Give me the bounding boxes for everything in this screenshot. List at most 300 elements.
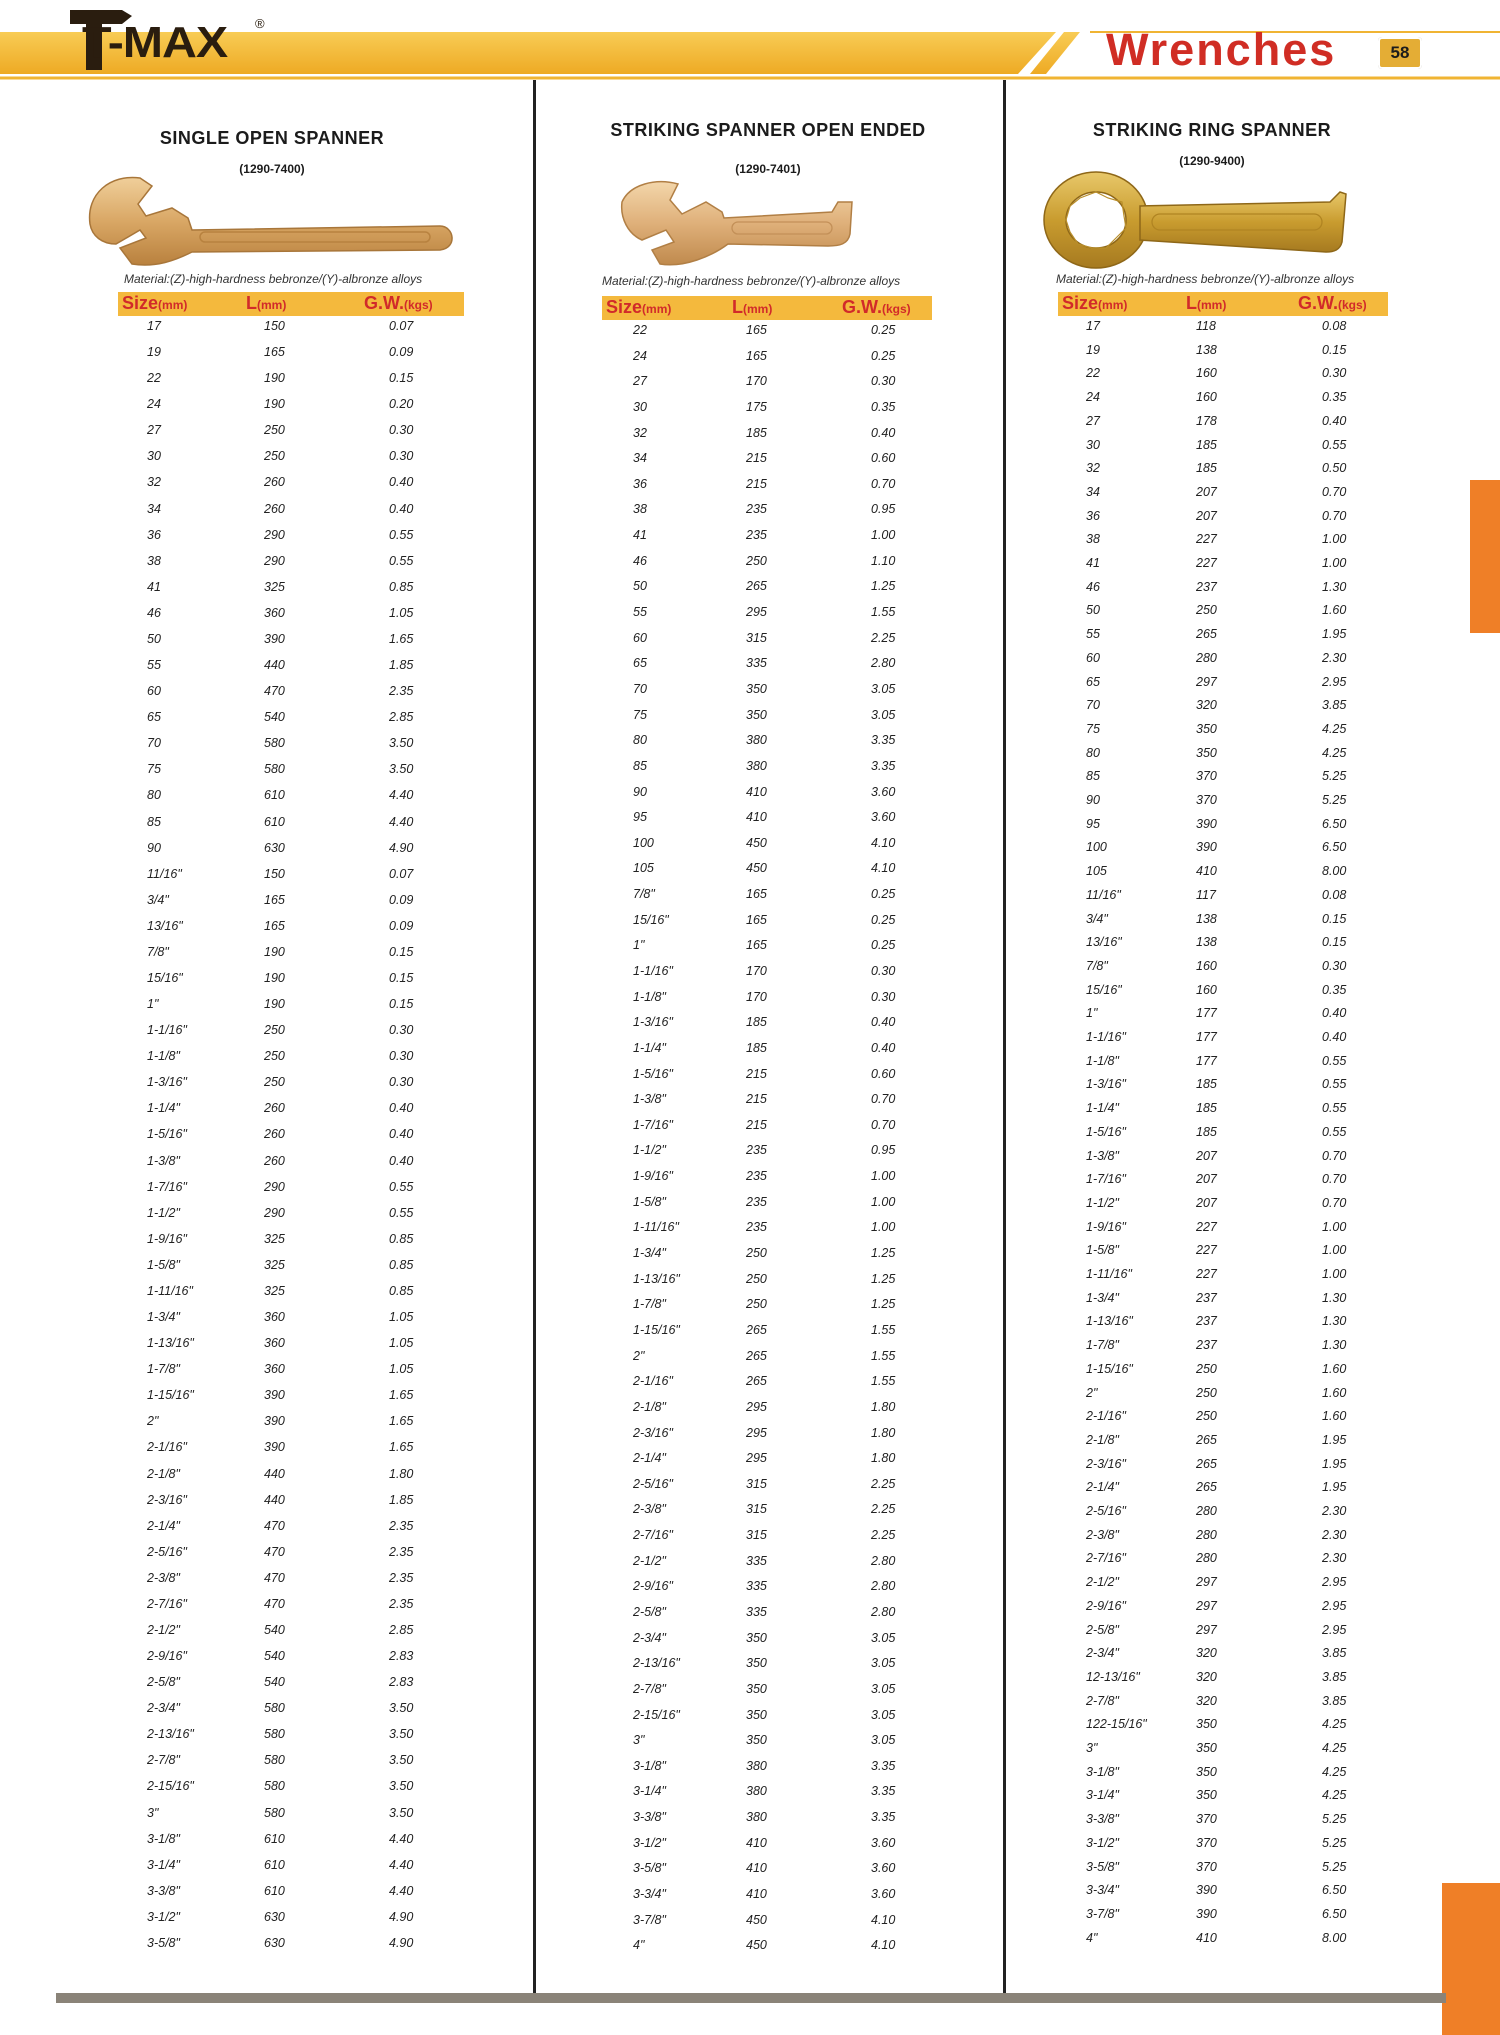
table-header xyxy=(1058,292,1388,316)
cell-size: 60 xyxy=(633,630,647,645)
cell-length: 410 xyxy=(1196,1930,1217,1945)
cell-length: 440 xyxy=(264,658,285,673)
cell-size: 90 xyxy=(633,784,647,799)
cell-length: 215 xyxy=(746,1092,767,1107)
cell-length: 360 xyxy=(264,1310,285,1325)
cell-length: 207 xyxy=(1196,1148,1217,1163)
cell-length: 320 xyxy=(1196,1693,1217,1708)
cell-length: 410 xyxy=(1196,864,1217,879)
cell-weight: 2.25 xyxy=(871,1528,896,1543)
cell-length: 450 xyxy=(746,861,767,876)
cell-weight: 0.30 xyxy=(389,1023,414,1038)
table-row xyxy=(92,1177,492,1197)
table-row xyxy=(1032,1193,1432,1213)
table-row xyxy=(92,838,492,858)
cell-length: 160 xyxy=(1196,958,1217,973)
cell-weight: 8.00 xyxy=(1322,1930,1347,1945)
header-length xyxy=(732,297,772,318)
table-row xyxy=(92,1672,492,1692)
cell-size: 90 xyxy=(147,840,161,855)
cell-weight: 1.55 xyxy=(871,1322,896,1337)
table-row xyxy=(92,942,492,962)
table-row xyxy=(562,1705,962,1725)
cell-size: 2-1/8" xyxy=(633,1399,666,1414)
page-number-badge xyxy=(1378,37,1422,69)
cell-length: 138 xyxy=(1196,911,1217,926)
cell-size: 55 xyxy=(147,658,161,673)
table-row xyxy=(1032,1572,1432,1592)
cell-length: 350 xyxy=(746,1707,767,1722)
table-row xyxy=(92,342,492,362)
table-row xyxy=(1032,1430,1432,1450)
cell-weight: 0.30 xyxy=(1322,366,1347,381)
cell-length: 250 xyxy=(746,1271,767,1286)
cell-size: 1-3/16" xyxy=(633,1015,673,1030)
cell-weight: 3.50 xyxy=(389,736,414,751)
cell-weight: 0.30 xyxy=(1322,958,1347,973)
table-row xyxy=(92,968,492,988)
cell-size: 24 xyxy=(633,348,647,363)
cell-size: 12-13/16" xyxy=(1086,1669,1140,1684)
cell-weight: 2.80 xyxy=(871,656,896,671)
cell-length: 118 xyxy=(1196,319,1216,333)
cell-length: 280 xyxy=(1196,1551,1217,1566)
cell-weight: 4.40 xyxy=(389,788,414,803)
cell-weight: 3.35 xyxy=(871,1758,896,1773)
cell-length: 170 xyxy=(746,374,767,389)
table-row xyxy=(562,602,962,622)
cell-weight: 2.85 xyxy=(389,710,414,725)
table-row xyxy=(562,1448,962,1468)
cell-length: 227 xyxy=(1196,556,1217,570)
table-row xyxy=(562,1243,962,1263)
table-row xyxy=(92,420,492,440)
cell-length: 610 xyxy=(264,1831,285,1846)
cell-weight: 0.55 xyxy=(1322,1101,1347,1116)
cell-size: 11/16" xyxy=(147,866,182,881)
cell-weight: 0.07 xyxy=(389,866,414,881)
cell-length: 177 xyxy=(1196,1006,1217,1021)
table-row xyxy=(562,371,962,391)
cell-weight: 5.25 xyxy=(1322,1859,1347,1874)
cell-weight: 0.60 xyxy=(871,451,896,466)
cell-weight: 4.10 xyxy=(871,861,896,876)
cell-weight: 0.55 xyxy=(389,553,414,568)
table-row xyxy=(92,1098,492,1118)
header-size-unit: (mm) xyxy=(1098,298,1128,312)
cell-length: 410 xyxy=(746,1835,767,1850)
header-weight-unit: (kgs) xyxy=(882,302,911,316)
header-size-unit: (mm) xyxy=(158,298,188,312)
cell-length: 610 xyxy=(264,1857,285,1872)
cell-weight: 1.00 xyxy=(1322,1219,1347,1234)
table-row xyxy=(1032,1904,1432,1924)
cell-size: 2-3/4" xyxy=(1086,1646,1119,1661)
cell-size: 1-13/16" xyxy=(147,1336,194,1351)
cell-length: 207 xyxy=(1196,508,1217,523)
cell-length: 237 xyxy=(1196,1314,1217,1329)
cell-length: 207 xyxy=(1196,1172,1217,1187)
table-row xyxy=(562,858,962,878)
cell-size: 122-15/16" xyxy=(1086,1717,1147,1732)
table-row xyxy=(562,1474,962,1494)
cell-weight: 2.95 xyxy=(1322,674,1347,689)
cell-size: 2-5/16" xyxy=(147,1544,187,1559)
cell-length: 185 xyxy=(1196,461,1217,476)
cell-weight: 8.00 xyxy=(1322,864,1347,879)
cell-weight: 1.00 xyxy=(871,528,896,543)
cell-weight: 0.55 xyxy=(1322,437,1347,452)
cell-length: 165 xyxy=(264,345,285,360)
table-row xyxy=(562,987,962,1007)
cell-size: 1-1/16" xyxy=(147,1023,187,1038)
cell-size: 1-3/8" xyxy=(1086,1148,1119,1163)
cell-size: 2-1/16" xyxy=(633,1374,673,1389)
cell-length: 185 xyxy=(746,1040,767,1055)
cell-weight: 1.60 xyxy=(1322,1361,1347,1376)
cell-size: 3-5/8" xyxy=(147,1935,180,1950)
cell-length: 227 xyxy=(1196,1267,1217,1281)
cell-size: 1" xyxy=(147,997,159,1012)
cell-size: 3-3/4" xyxy=(1086,1883,1119,1898)
table-row xyxy=(1032,1643,1432,1663)
cell-size: 36 xyxy=(147,527,161,542)
header-size-label: Size xyxy=(122,293,159,313)
cell-weight: 0.70 xyxy=(1322,508,1347,523)
cell-length: 580 xyxy=(264,1753,285,1768)
cell-size: 2-9/16" xyxy=(633,1579,673,1594)
cell-length: 350 xyxy=(1196,745,1217,760)
cell-weight: 1.05 xyxy=(389,1336,414,1351)
cell-length: 265 xyxy=(1196,1432,1217,1447)
table-row xyxy=(1032,861,1432,881)
table-row xyxy=(1032,1383,1432,1403)
cell-weight: 4.25 xyxy=(1322,1717,1347,1732)
table-row xyxy=(1032,577,1432,597)
table-row xyxy=(92,1333,492,1353)
cell-weight: 4.40 xyxy=(389,1883,414,1898)
table-row xyxy=(92,1907,492,1927)
cell-weight: 1.65 xyxy=(389,1440,414,1455)
table-row xyxy=(562,551,962,571)
table-row xyxy=(92,890,492,910)
cell-length: 350 xyxy=(746,1733,767,1748)
table-row xyxy=(1032,1596,1432,1616)
table-row xyxy=(562,1140,962,1160)
cell-size: 1-1/8" xyxy=(1086,1053,1119,1068)
header-length-unit: (mm) xyxy=(1197,298,1227,312)
cell-length: 260 xyxy=(264,475,285,490)
table-row xyxy=(92,1724,492,1744)
cell-size: 7/8" xyxy=(1086,958,1108,973)
cell-length: 265 xyxy=(746,1348,767,1363)
header-length-unit: (mm) xyxy=(257,298,287,312)
table-row xyxy=(92,394,492,414)
cell-weight: 3.85 xyxy=(1322,1693,1347,1708)
table-row xyxy=(562,1679,962,1699)
corner-tab-marker xyxy=(1442,1883,1500,2035)
cell-weight: 6.50 xyxy=(1322,840,1347,855)
cell-size: 90 xyxy=(1086,793,1100,807)
table-row xyxy=(92,472,492,492)
cell-weight: 3.50 xyxy=(389,1779,414,1794)
cell-size: 2-1/2" xyxy=(147,1623,180,1637)
cell-size: 2" xyxy=(1086,1385,1098,1400)
cell-size: 70 xyxy=(147,736,161,751)
header-length-unit: (mm) xyxy=(743,302,773,316)
table-row xyxy=(1032,790,1432,810)
cell-size: 2-7/8" xyxy=(147,1753,180,1768)
cell-weight: 0.70 xyxy=(871,476,896,491)
cell-length: 160 xyxy=(1196,390,1217,405)
cell-size: 36 xyxy=(633,476,647,491)
cell-size: 34 xyxy=(1086,484,1100,499)
cell-length: 260 xyxy=(264,501,285,516)
cell-size: 2-1/8" xyxy=(147,1466,180,1481)
table-row xyxy=(1032,1738,1432,1758)
cell-size: 2-1/16" xyxy=(1086,1409,1126,1424)
table-row xyxy=(1032,624,1432,644)
table-row xyxy=(92,1750,492,1770)
cell-length: 170 xyxy=(746,964,767,978)
cell-weight: 0.30 xyxy=(871,374,896,389)
table-row xyxy=(1032,1857,1432,1877)
cell-length: 170 xyxy=(746,989,767,1004)
cell-length: 350 xyxy=(746,681,767,696)
cell-weight: 3.05 xyxy=(871,1656,896,1671)
cell-size: 1" xyxy=(633,938,645,953)
cell-size: 1-7/8" xyxy=(147,1362,180,1377)
cell-weight: 2.30 xyxy=(1322,1527,1347,1542)
cell-length: 260 xyxy=(264,1101,285,1116)
table-row xyxy=(92,1124,492,1144)
cell-size: 2-3/16" xyxy=(147,1492,187,1507)
cell-length: 297 xyxy=(1196,1575,1217,1590)
cell-length: 380 xyxy=(746,733,767,748)
table-row xyxy=(1032,909,1432,929)
table-row xyxy=(562,1371,962,1391)
table-row xyxy=(1032,529,1432,549)
cell-size: 75 xyxy=(1086,721,1100,736)
cell-length: 410 xyxy=(746,1887,767,1902)
cell-length: 315 xyxy=(746,1528,767,1543)
cell-length: 450 xyxy=(746,1912,767,1927)
table-row xyxy=(562,679,962,699)
cell-size: 2-9/16" xyxy=(1086,1598,1126,1613)
cell-size: 22 xyxy=(1086,366,1100,381)
cell-weight: 4.25 xyxy=(1322,721,1347,736)
cell-weight: 5.25 xyxy=(1322,769,1347,784)
cell-weight: 1.55 xyxy=(871,1374,896,1389)
table-row xyxy=(1032,1003,1432,1023)
cell-size: 1-11/16" xyxy=(147,1283,193,1298)
cell-length: 540 xyxy=(264,710,285,725)
cell-length: 580 xyxy=(264,1701,285,1716)
cell-weight: 3.05 xyxy=(871,1707,896,1722)
cell-size: 95 xyxy=(633,810,647,825)
cell-weight: 1.00 xyxy=(1322,1243,1347,1258)
product-code: (1290-9400) xyxy=(1179,154,1245,168)
table-row xyxy=(562,1833,962,1853)
cell-weight: 0.07 xyxy=(389,319,414,333)
cell-size: 2-3/4" xyxy=(147,1701,180,1716)
cell-size: 1-1/4" xyxy=(147,1101,180,1116)
table-row xyxy=(562,397,962,417)
table-row xyxy=(1032,1051,1432,1071)
table-row xyxy=(562,320,962,340)
header-size xyxy=(606,297,671,318)
cell-size: 38 xyxy=(147,553,161,568)
cell-size: 15/16" xyxy=(633,912,669,927)
cell-size: 60 xyxy=(1086,650,1100,665)
table-row xyxy=(1032,1359,1432,1379)
cell-length: 470 xyxy=(264,1544,285,1559)
cell-length: 390 xyxy=(264,1414,285,1429)
cell-size: 11/16" xyxy=(1086,887,1121,902)
cell-weight: 2.80 xyxy=(871,1553,896,1568)
cell-length: 335 xyxy=(746,1579,767,1594)
table-row xyxy=(1032,1146,1432,1166)
product-title: SINGLE OPEN SPANNER xyxy=(159,128,385,148)
cell-weight: 4.90 xyxy=(389,1935,414,1950)
cell-size: 1-5/16" xyxy=(633,1066,673,1081)
table-row xyxy=(562,1038,962,1058)
cell-size: 30 xyxy=(147,449,161,464)
page-header xyxy=(0,0,1500,80)
cell-length: 227 xyxy=(1196,1243,1217,1258)
cell-size: 60 xyxy=(147,684,161,699)
cell-length: 410 xyxy=(746,810,767,825)
table-row xyxy=(1032,340,1432,360)
cell-length: 380 xyxy=(746,1758,767,1773)
cell-weight: 1.55 xyxy=(871,1348,896,1363)
cell-size: 75 xyxy=(633,707,647,722)
cell-size: 1-5/16" xyxy=(147,1127,187,1142)
table-row xyxy=(92,1281,492,1301)
cell-weight: 3.05 xyxy=(871,681,896,696)
table-row xyxy=(1032,1454,1432,1474)
table-row xyxy=(1032,1098,1432,1118)
cell-weight: 0.40 xyxy=(871,425,896,440)
header-weight xyxy=(1298,293,1367,314)
cell-length: 265 xyxy=(746,1322,767,1337)
cell-size: 34 xyxy=(147,501,161,516)
cell-length: 215 xyxy=(746,1117,767,1132)
cell-size: 3-1/2" xyxy=(633,1835,666,1850)
cell-size: 36 xyxy=(1086,508,1100,523)
cell-length: 165 xyxy=(746,912,767,927)
cell-weight: 0.70 xyxy=(1322,1148,1347,1163)
cell-size: 2-7/16" xyxy=(147,1596,187,1611)
table-row xyxy=(562,1012,962,1032)
cell-length: 610 xyxy=(264,814,285,829)
cell-size: 3/4" xyxy=(1086,911,1108,926)
cell-length: 315 xyxy=(746,630,767,645)
cell-size: 1-1/8" xyxy=(633,989,666,1004)
cell-weight: 0.35 xyxy=(871,399,896,414)
cell-size: 7/8" xyxy=(147,944,169,959)
cell-weight: 3.60 xyxy=(871,1861,896,1876)
cell-size: 2-5/16" xyxy=(1086,1504,1126,1518)
table-row xyxy=(92,446,492,466)
column-divider xyxy=(1003,80,1006,1995)
table-row xyxy=(92,1776,492,1796)
table-row xyxy=(92,681,492,701)
cell-size: 4" xyxy=(1086,1930,1098,1945)
cell-size: 2-1/4" xyxy=(147,1518,180,1533)
table-row xyxy=(92,368,492,388)
cell-length: 265 xyxy=(1196,1456,1217,1471)
cell-size: 1-7/8" xyxy=(1086,1338,1119,1353)
cell-length: 297 xyxy=(1196,1622,1217,1637)
table-row xyxy=(1032,1217,1432,1237)
cell-length: 470 xyxy=(264,684,285,699)
cell-weight: 2.80 xyxy=(871,1605,896,1619)
cell-size: 80 xyxy=(1086,745,1100,760)
cell-weight: 0.30 xyxy=(389,1075,414,1090)
cell-weight: 5.25 xyxy=(1322,1835,1347,1850)
cell-length: 470 xyxy=(264,1570,285,1585)
cell-weight: 3.50 xyxy=(389,762,414,777)
cell-size: 1-7/16" xyxy=(633,1117,673,1132)
cell-length: 295 xyxy=(746,1451,767,1466)
cell-size: 15/16" xyxy=(1086,982,1122,997)
table-row xyxy=(562,730,962,750)
cell-length: 350 xyxy=(1196,1717,1217,1732)
header-size-label: Size xyxy=(606,297,643,317)
cell-weight: 1.55 xyxy=(871,605,896,620)
cell-length: 265 xyxy=(746,579,767,594)
table-row xyxy=(1032,1667,1432,1687)
cell-size: 46 xyxy=(633,553,647,568)
cell-size: 100 xyxy=(633,835,654,850)
cell-size: 1-5/8" xyxy=(633,1194,666,1209)
cell-length: 630 xyxy=(264,1909,285,1924)
footer-bar xyxy=(56,1993,1446,2003)
cell-weight: 6.50 xyxy=(1322,816,1347,831)
table-row xyxy=(1032,600,1432,620)
cell-weight: 3.35 xyxy=(871,1810,896,1825)
cell-weight: 0.60 xyxy=(871,1066,896,1081)
table-row xyxy=(92,994,492,1014)
cell-weight: 0.55 xyxy=(389,527,414,542)
cell-weight: 4.40 xyxy=(389,814,414,829)
cell-length: 390 xyxy=(264,631,285,646)
table-row xyxy=(562,423,962,443)
section-title: Wrenches xyxy=(1106,24,1337,75)
cell-weight: 1.00 xyxy=(1322,556,1347,570)
cell-size: 3-1/8" xyxy=(147,1831,180,1846)
table-row xyxy=(92,707,492,727)
cell-weight: 0.70 xyxy=(1322,484,1347,499)
registered-mark: ® xyxy=(255,16,265,31)
header-weight-label: G.W. xyxy=(842,297,882,317)
cell-length: 150 xyxy=(264,319,285,333)
cell-length: 250 xyxy=(1196,1409,1217,1424)
cell-weight: 3.60 xyxy=(871,784,896,799)
cell-weight: 1.65 xyxy=(389,1388,414,1403)
cell-length: 235 xyxy=(746,502,767,517)
product-title: STRIKING RING SPANNER xyxy=(1092,120,1332,140)
cell-length: 250 xyxy=(1196,603,1217,618)
cell-size: 2-3/16" xyxy=(1086,1456,1126,1471)
table-row xyxy=(1032,1122,1432,1142)
cell-weight: 2.83 xyxy=(389,1649,414,1664)
table-row xyxy=(92,1698,492,1718)
table-row xyxy=(92,499,492,519)
cell-length: 325 xyxy=(264,1283,285,1298)
table-row xyxy=(1032,743,1432,763)
